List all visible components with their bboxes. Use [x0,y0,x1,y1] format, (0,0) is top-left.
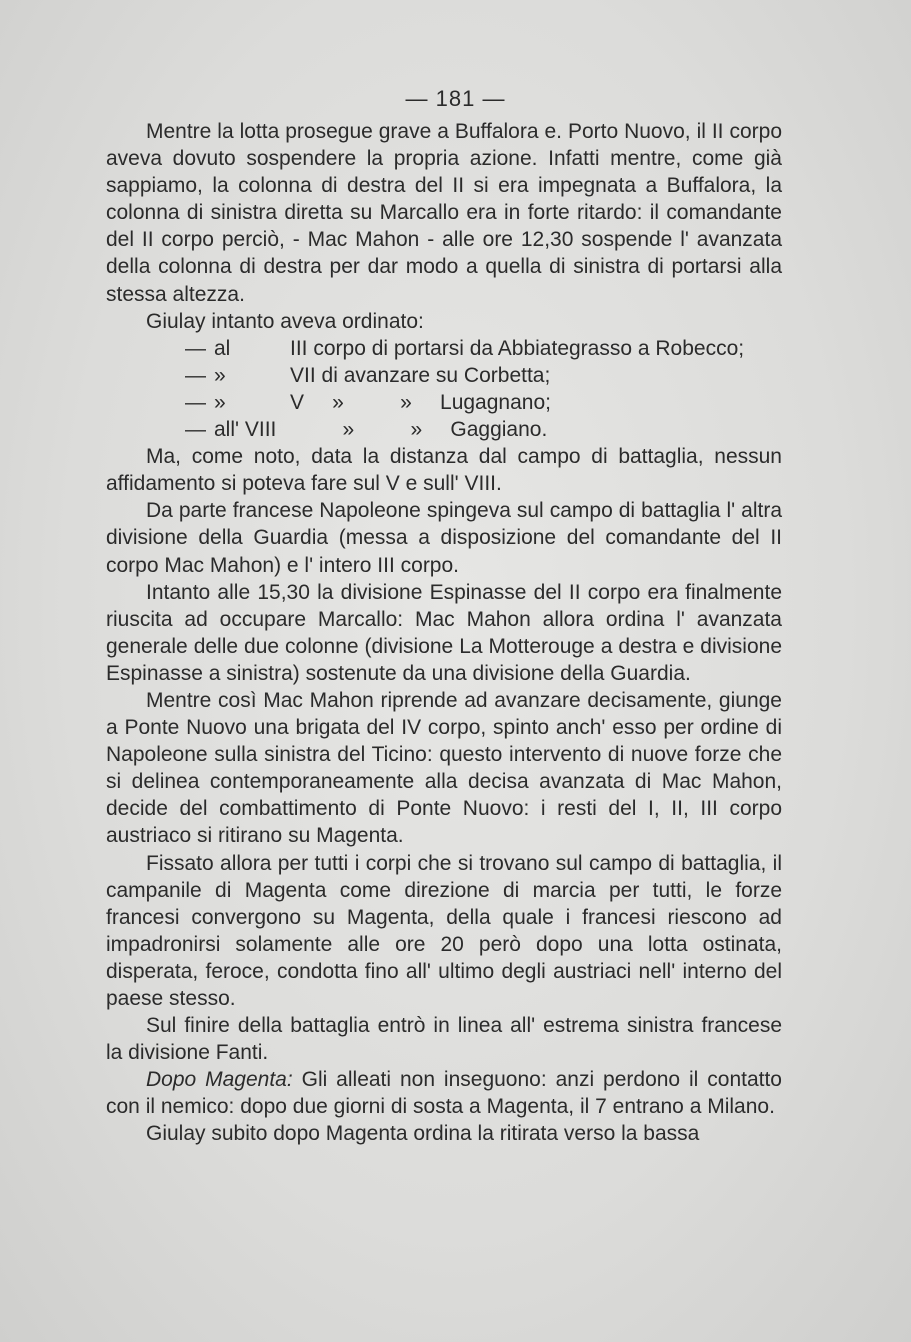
paragraph: Ma, come noto, data la distanza dal campo di battaglia, nessun affidamento si poteva fare sul V e sull' VIII. [106,445,782,496]
list-item: — al III corpo di portarsi da Abbiategrasso a Robecco; [185,336,745,360]
orders-list [106,335,782,443]
paragraph: Da parte francese Napoleone spingeva sul campo di battaglia l' altra divisione della Guardia (messa a disposizione del comandante del II corpo Mac Mahon) e l' intero III corpo. [106,499,782,577]
paragraph: Giulay subito dopo Magenta ordina la ritirata verso la bassa [146,1122,700,1146]
paragraph: Mentre così Mac Mahon riprende ad avanzare decisamente, giunge a Ponte Nuovo una brigata del IV corpo, spinto anch' esso per ordine di Napoleone sulla sinistra del Ticino: questo intervento di nuove forze che si delinea contemporaneamente alla decisa avanzata di Mac Mahon, decide del combattimento di Ponte Nuovo: i resti del I, II, III corpo austriaco si ritirano su Magenta. [106,688,782,848]
list-item: — all' VIII » » Gaggiano. [185,418,548,442]
paragraph-dopo-magenta: Dopo Magenta: Gli alleati non inseguono: anzi perdono il contatto con il nemico: dopo due giorni di sosta a Magenta, il 7 entrano a Milano. [106,1068,782,1119]
paragraph: Mentre la lotta prosegue grave a Buffalora e. Porto Nuovo, il II corpo aveva dovuto sospendere la propria azione. Infatti mentre, come già sappiamo, la colonna di destra del II si era impegnata a Buffalora, la colonna di sinistra diretta su Marcallo era in forte ritardo: il comandante del II corpo perciò, - Mac Mahon - alle ore 12,30 sospende l' avanzata della colonna di destra per dar modo a quella di sinistra di portarsi alla stessa altezza. [106,120,782,306]
paragraph: Fissato allora per tutti i corpi che si trovano sul campo di battaglia, il campanile di Magenta come direzione di marcia per tutti, le forze francesi convergono su Magenta, della quale i francesi riescono ad impadronirsi solamente alle ore 20 però dopo una lotta ostinata, disperata, feroce, condotta fino all' ultimo degli austriaci nell' interno del paese stesso. [106,851,782,1010]
paragraph: Intanto alle 15,30 la divisione Espinasse del II corpo era finalmente riuscita ad occupare Marcallo: Mac Mahon allora ordina l' avanzata generale delle due colonne (divisione La Motterouge a destra e divisione Espinasse a sinistra) sostenute da una divisione della Guardia. [106,580,782,685]
paragraph: Giulay intanto aveva ordinato: [146,309,424,333]
list-item: — » VII di avanzare su Corbetta; [185,363,551,387]
list-item: — » V » » Lugagnano; [185,390,551,414]
section-heading: Dopo Magenta: [146,1068,293,1092]
page-number: — 181 — [405,86,506,111]
paragraph: Sul finire della battaglia entrò in linea all' estrema sinistra francese la divisione Fanti. [106,1014,782,1065]
body-text [106,118,782,1148]
